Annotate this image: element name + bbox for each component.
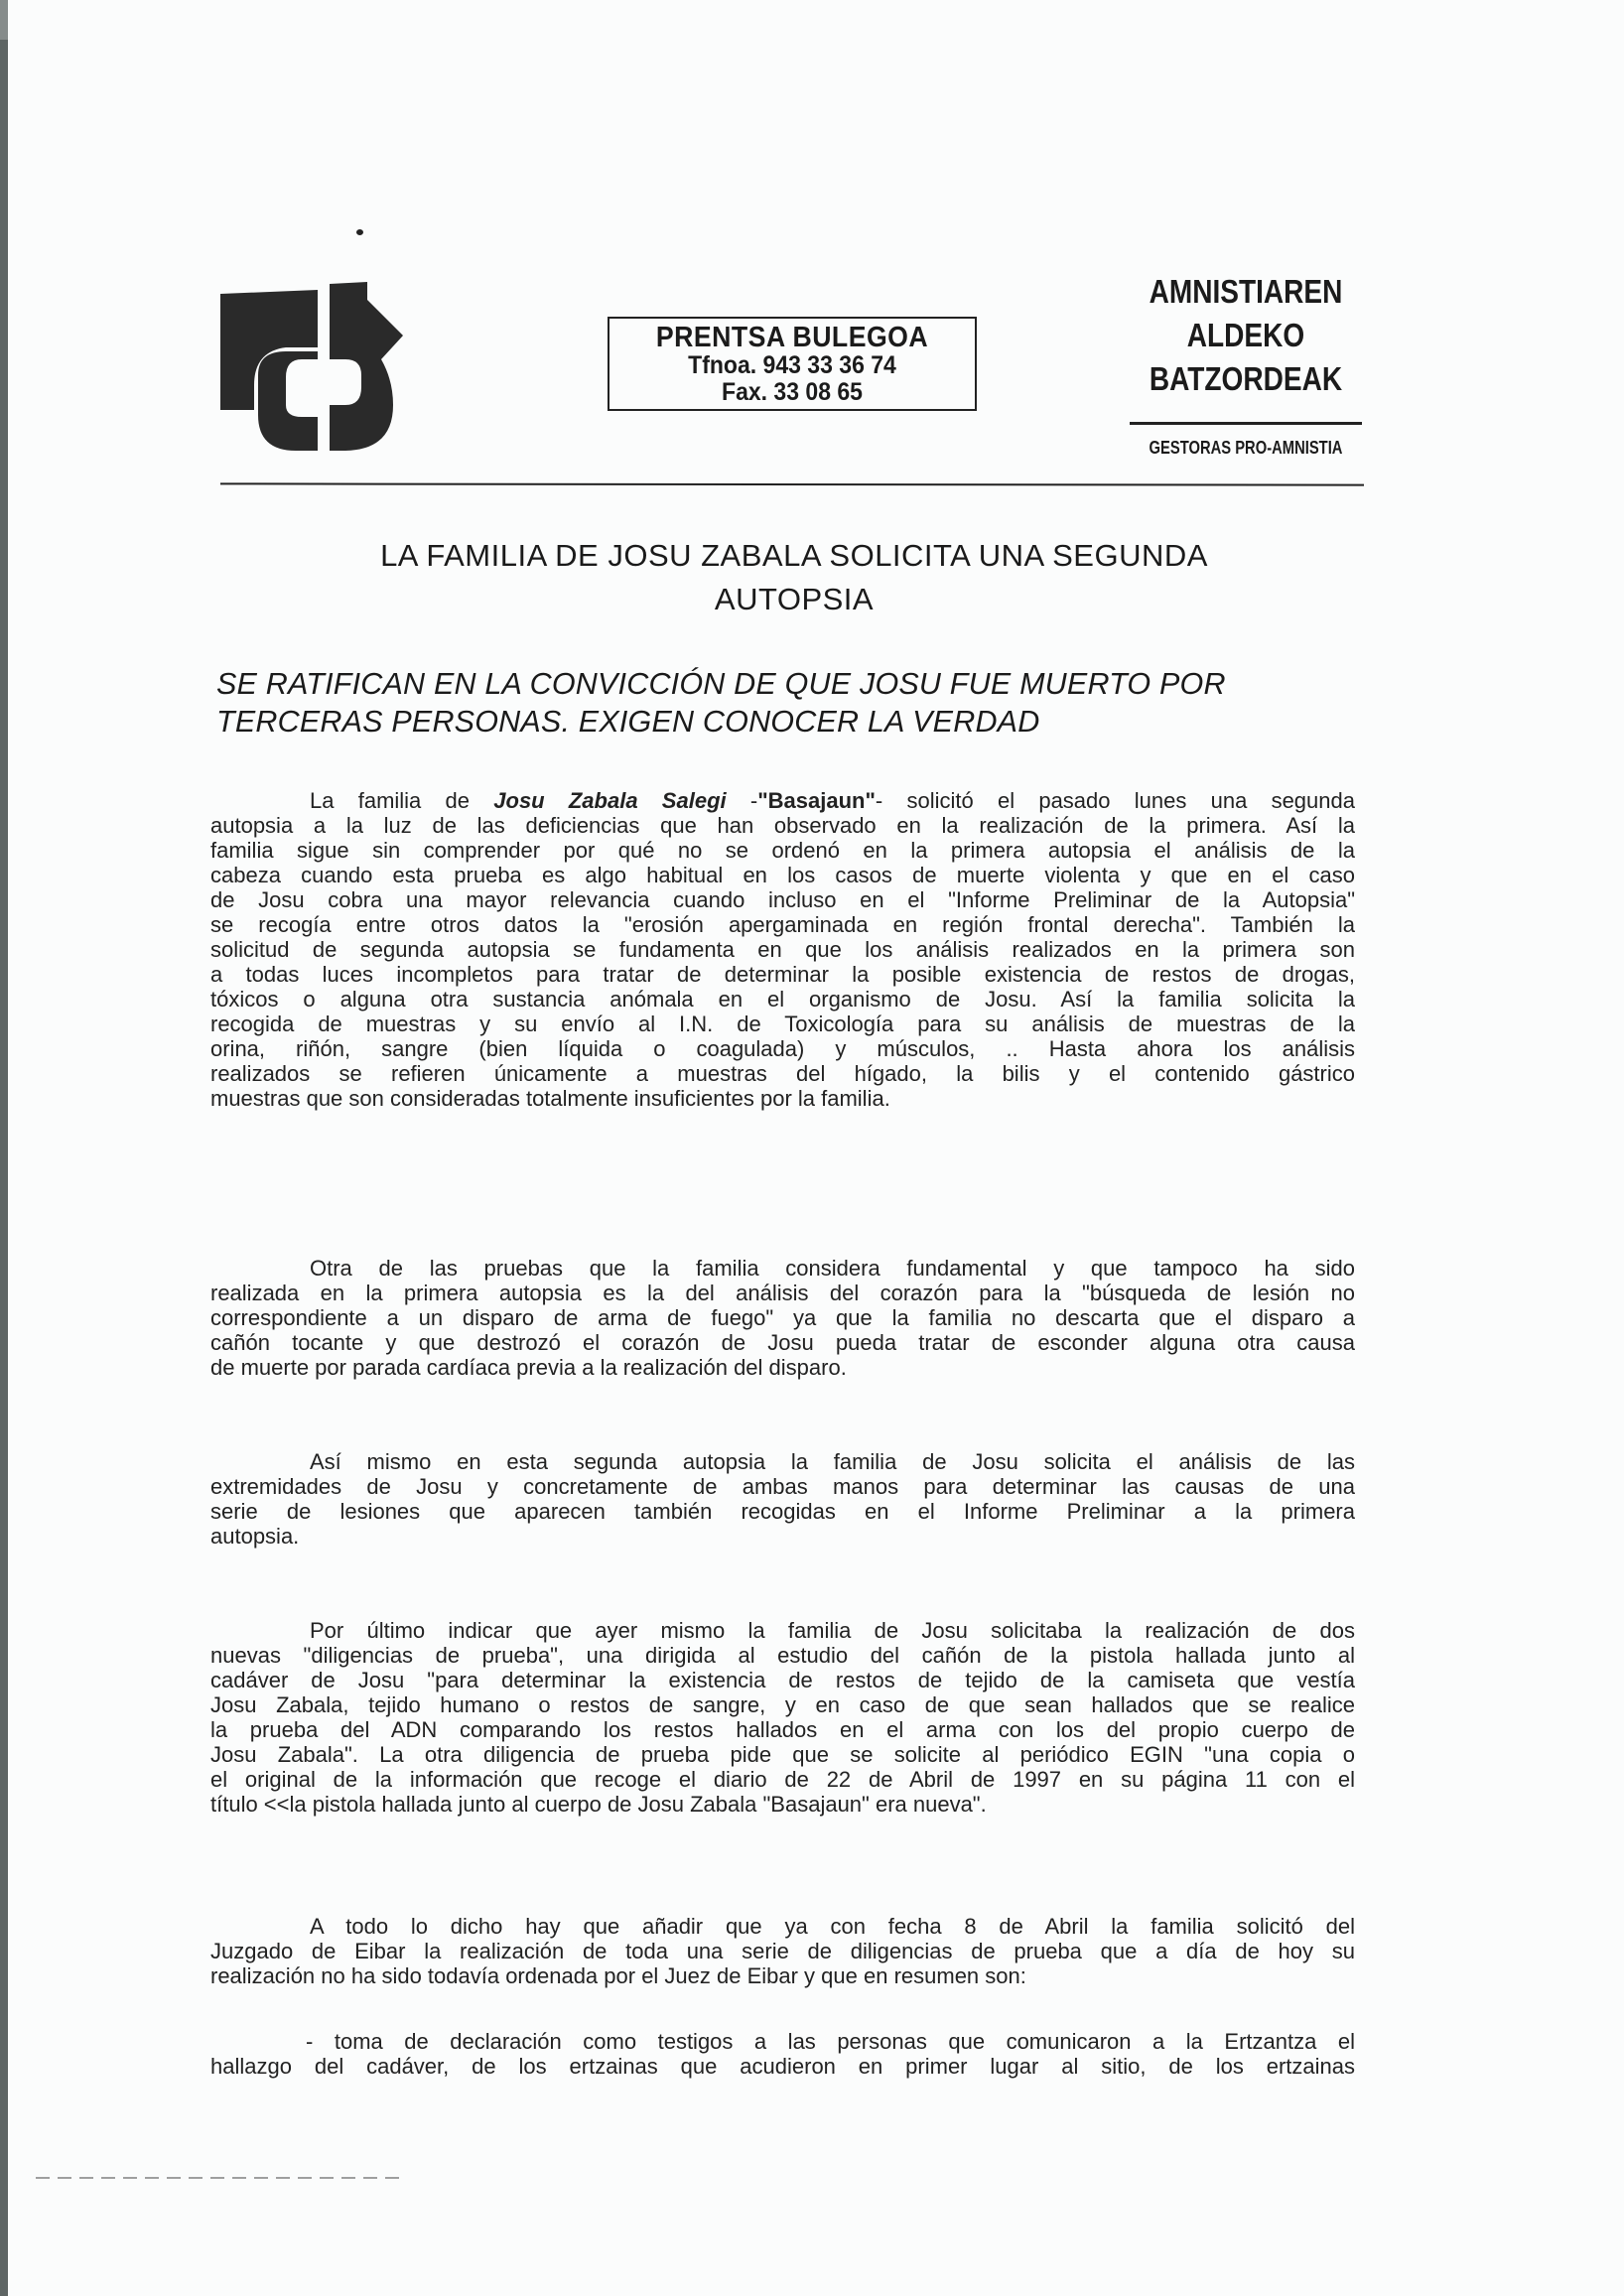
paragraph-1 <box>210 788 1355 1111</box>
paragraph-line: cañón tocante y que destrozó el corazón de Josu pueda tratar de esconder alguna otra causa <box>210 1330 1355 1355</box>
paragraph-2 <box>210 1256 1355 1380</box>
paragraph-line: autopsia. <box>210 1524 300 1549</box>
paragraph-line: serie de lesiones que aparecen también recogidas en el Informe Preliminar a la primera <box>210 1499 1355 1524</box>
organization-divider <box>1130 422 1362 425</box>
paragraph-line: a todas luces incompletos para tratar de determinar la posible existencia de restos de drogas, <box>210 962 1355 987</box>
paragraph-line: A todo lo dicho hay que añadir que ya con fecha 8 de Abril la familia solicitó del <box>310 1914 1355 1939</box>
paragraph-4 <box>210 1618 1355 1817</box>
press-office-phone: Tfnoa. 943 33 36 74 <box>688 351 896 379</box>
organization-line-1: AMNISTIAREN <box>1149 273 1343 310</box>
person-name: Josu Zabala Salegi <box>493 788 727 813</box>
press-office-box <box>608 317 977 411</box>
person-alias: "Basajaun" <box>757 788 876 813</box>
paragraph-line: realizados se refieren únicamente a muestras del hígado, la bilis y el contenido gástrico <box>210 1061 1355 1086</box>
gestoras-logo-icon <box>216 256 415 455</box>
organization-line-2: ALDEKO <box>1186 317 1305 353</box>
paragraph-line: recogida de muestras y su envío al I.N. de Toxicología para su análisis de muestras de la <box>210 1012 1355 1036</box>
subheadline <box>216 665 1368 741</box>
paragraph-line: Josu Zabala, tejido humano o restos de sangre, y en caso de que sean hallados que se realice <box>210 1692 1355 1717</box>
paragraph-line: de muerte por parada cardíaca previa a la realización del disparo. <box>210 1355 847 1380</box>
paragraph-line: cabeza cuando esta prueba es algo habitual en los casos de muerte violenta y que en el caso <box>210 863 1355 887</box>
paragraph-line: Otra de las pruebas que la familia considera fundamental y que tampoco ha sido <box>310 1256 1355 1281</box>
paragraph-line: se recogía entre otros datos la "erosión apergaminada en región frontal derecha". También la <box>210 912 1355 937</box>
paragraph-line: nuevas "diligencias de prueba", una dirigida al estudio del cañón de la pistola hallada junto al <box>210 1643 1355 1668</box>
headline <box>228 534 1360 621</box>
headline-line-1: LA FAMILIA DE JOSU ZABALA SOLICITA UNA SEGUNDA <box>380 538 1208 573</box>
press-office-fax: Fax. 33 08 65 <box>722 378 863 406</box>
paragraph-line: autopsia a la luz de las deficiencias que han observado en la realización de la primera. Así la <box>210 813 1355 838</box>
paragraph-line: el original de la información que recoge el diario de 22 de Abril de 1997 en su página 11 con el <box>210 1767 1355 1792</box>
header-divider <box>220 482 1364 485</box>
subheadline-line-2: TERCERAS PERSONAS. EXIGEN CONOCER LA VERDAD <box>216 705 1040 739</box>
paragraph-line: de Josu cobra una mayor relevancia cuando incluso en el "Informe Preliminar de la Autopsia" <box>210 887 1355 912</box>
paragraph-line: la prueba del ADN comparando los restos hallados en el arma con los del propio cuerpo de <box>210 1717 1355 1742</box>
paragraph-line: familia sigue sin comprender por qué no se ordenó en la primera autopsia el análisis de la <box>210 838 1355 863</box>
paragraph-line: orina, riñón, sangre (bien líquida o coagulada) y músculos, .. Hasta ahora los análisis <box>210 1036 1355 1061</box>
paragraph-line: tóxicos o alguna otra sustancia anómala en el organismo de Josu. Así la familia solicita la <box>210 987 1355 1012</box>
paragraph-line: correspondiente a un disparo de arma de fuego" ya que la familia no descarta que el disparo a <box>210 1305 1355 1330</box>
paragraph-line: solicitud de segunda autopsia se fundamenta en que los análisis realizados en la primera son <box>210 937 1355 962</box>
paragraph-3 <box>210 1449 1355 1549</box>
paragraph-line: extremidades de Josu y concretamente de ambas manos para determinar las causas de una <box>210 1474 1355 1499</box>
paragraph-line: Juzgado de Eibar la realización de toda una serie de diligencias de prueba que a día de hoy su <box>210 1939 1355 1963</box>
paragraph-line: hallazgo del cadáver, de los ertzainas que acudieron en primer lugar al sitio, de los ertzainas <box>210 2054 1355 2079</box>
scan-edge-shadow <box>0 0 8 2296</box>
paragraph-line: - toma de declaración como testigos a las personas que comunicaron a la Ertzantza el <box>306 2029 1355 2054</box>
subheadline-line-1: SE RATIFICAN EN LA CONVICCIÓN DE QUE JOSU FUE MUERTO POR <box>216 667 1226 701</box>
scan-edge-highlight <box>0 0 8 40</box>
ink-dot <box>356 229 363 235</box>
paragraph-line: realización no ha sido todavía ordenada por el Juez de Eibar y que en resumen son: <box>210 1963 1026 1988</box>
organization-name <box>1141 270 1352 401</box>
paragraph-5 <box>210 1914 1355 1988</box>
paragraph-line: Así mismo en esta segunda autopsia la familia de Josu solicita el análisis de las <box>310 1449 1355 1474</box>
paragraph-line: Josu Zabala". La otra diligencia de prueba pide que se solicite al periódico EGIN "una copia o <box>210 1742 1355 1767</box>
organization-line-3: BATZORDEAK <box>1149 360 1343 397</box>
organization-subtitle: GESTORAS PRO-AMNISTIA <box>1149 438 1343 458</box>
paragraph-line: La familia de Josu Zabala Salegi -"Basajaun"- solicitó el pasado lunes una segunda <box>310 788 1355 813</box>
headline-line-2: AUTOPSIA <box>714 582 875 616</box>
paragraph-6-list-item <box>210 2029 1355 2079</box>
paragraph-line: cadáver de Josu "para determinar la existencia de restos de tejido de la camiseta que vestía <box>210 1668 1355 1692</box>
paragraph-line: muestras que son consideradas totalmente insuficientes por la familia. <box>210 1086 890 1111</box>
paragraph-line: Por último indicar que ayer mismo la familia de Josu solicitaba la realización de dos <box>310 1618 1355 1643</box>
paragraph-line: título <<la pistola hallada junto al cuerpo de Josu Zabala "Basajaun" era nueva". <box>210 1792 987 1817</box>
paragraph-line: realizada en la primera autopsia es la del análisis del corazón para la "búsqueda de lesión no <box>210 1281 1355 1305</box>
footer-dashed-line <box>36 2177 403 2179</box>
press-office-title: PRENTSA BULEGOA <box>655 322 929 353</box>
